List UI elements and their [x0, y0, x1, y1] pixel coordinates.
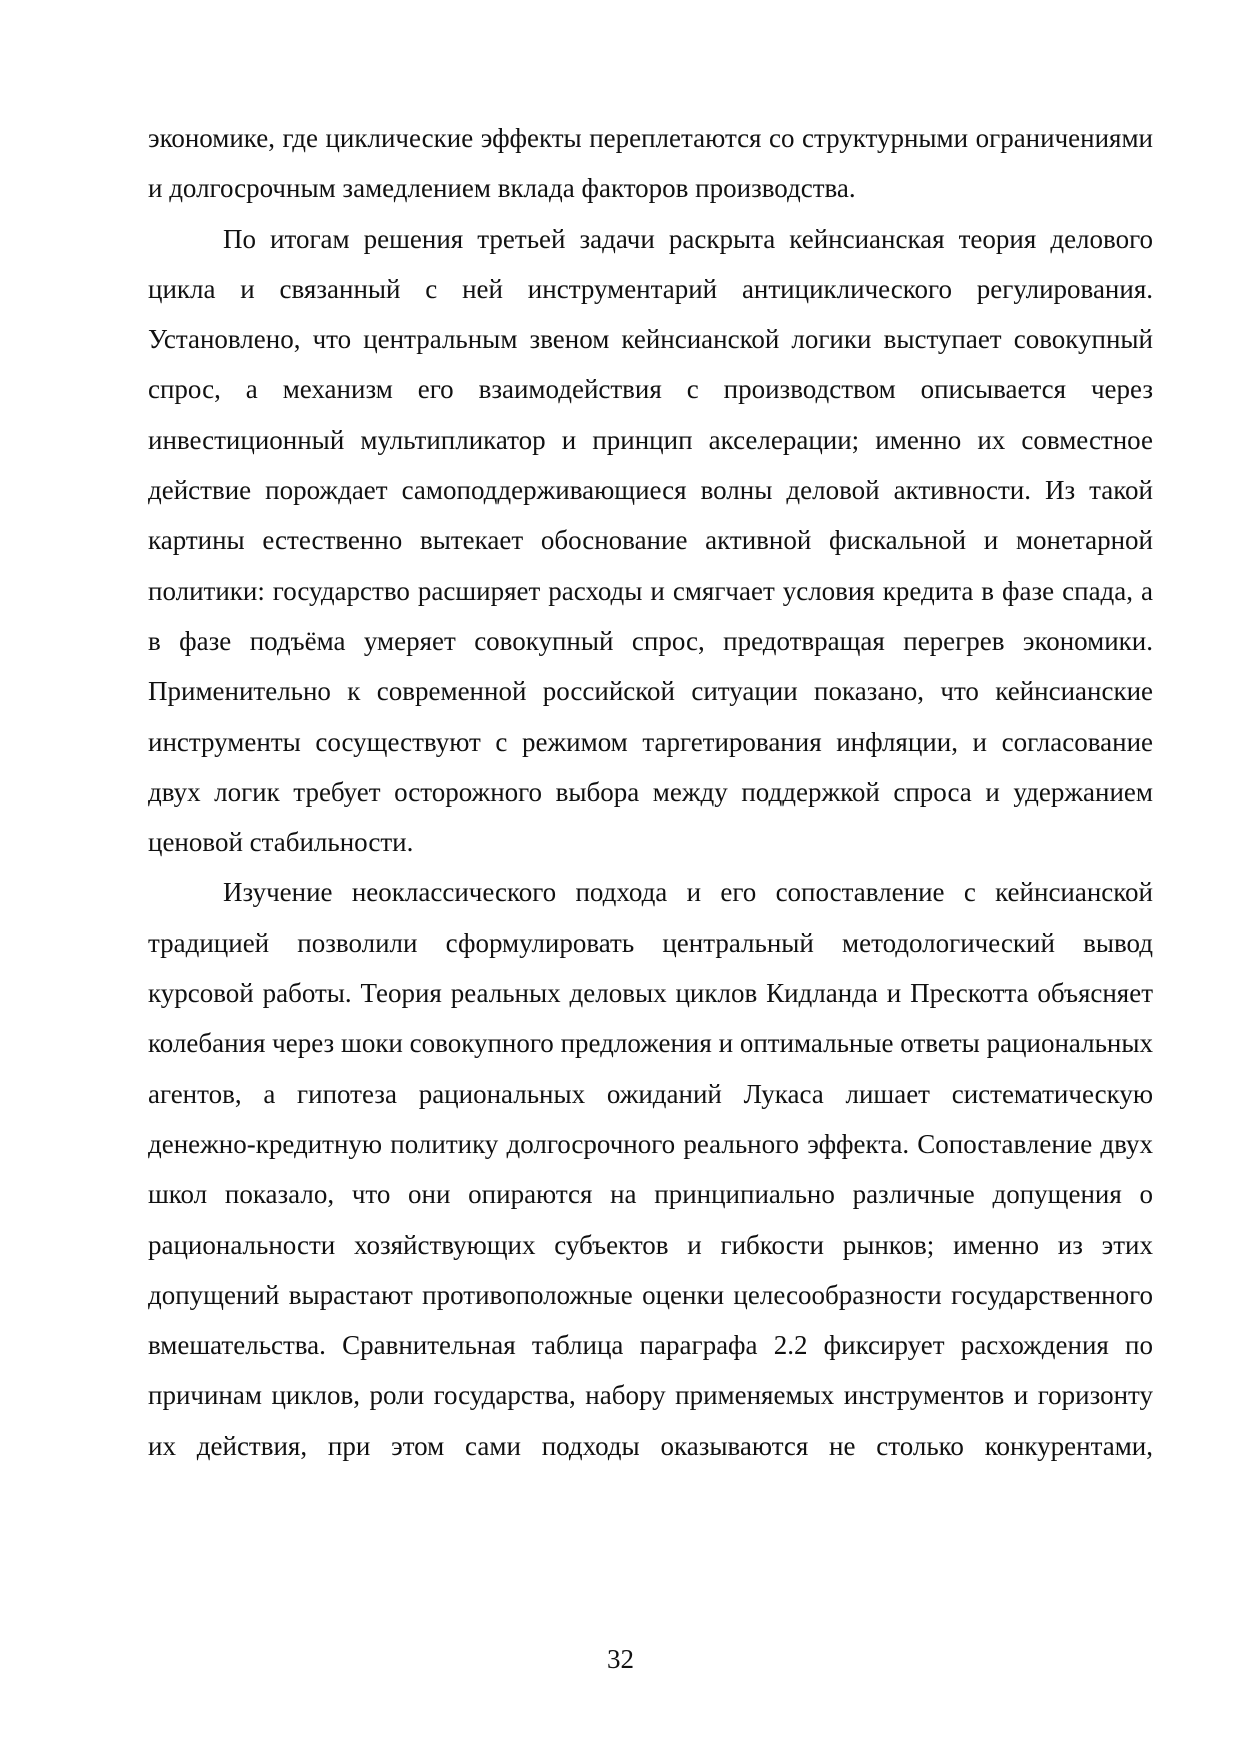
page-number: 32 [607, 1644, 634, 1674]
paragraph-neoclassical-approach: Изучение неоклассического подхода и его сопоставление с кейнсианской традицией позволили сформулировать центральный методологический вывод курсовой работы. Теория реальных деловых циклов Кидланда и Прескотта объясняет колебания через шоки совокупного предложения и оптимальные ответы рациональных агентов, а гипотеза рациональных ожиданий Лукаса лишает систематическую денежно-кредитную политику долгосрочного реального эффекта. Сопоставление двух школ показало, что они опираются на принципиально различные допущения о рациональности хозяйствующих субъектов и гибкости рынков; именно из этих допущений вырастают противоположные оценки целесообразности государственного вмешательства. Сравнительная таблица параграфа 2.2 фиксирует расхождения по причинам циклов, роли государства, набору применяемых инструментов и горизонту их действия, при этом сами подходы оказываются не столько конкурентами, [148, 877, 1153, 1461]
body-text [148, 113, 1153, 1471]
paragraph-keynesian-theory: По итогам решения третьей задачи раскрыта кейнсианская теория делового цикла и связанный с ней инструментарий антициклического регулирования. Установлено, что центральным звеном кейнсианской логики выступает совокупный спрос, а механизм его взаимодействия с производством описывается через инвестиционный мультипликатор и принцип акселерации; именно их совместное действие порождает самоподдерживающиеся волны деловой активности. Из такой картины естественно вытекает обоснование активной фискальной и монетарной политики: государство расширяет расходы и смягчает условия кредита в фазе спада, а в фазе подъёма умеряет совокупный спрос, предотвращая перегрев экономики. Применительно к современной российской ситуации показано, что кейнсианские инструменты сосуществуют с режимом таргетирования инфляции, и согласование двух логик требует осторожного выбора между поддержкой спроса и удержанием ценовой стабильности. [148, 223, 1153, 858]
paragraph-continuation: экономике, где циклические эффекты переплетаются со структурными ограничениями и долгосрочным замедлением вклада факторов производства. [148, 123, 1153, 204]
